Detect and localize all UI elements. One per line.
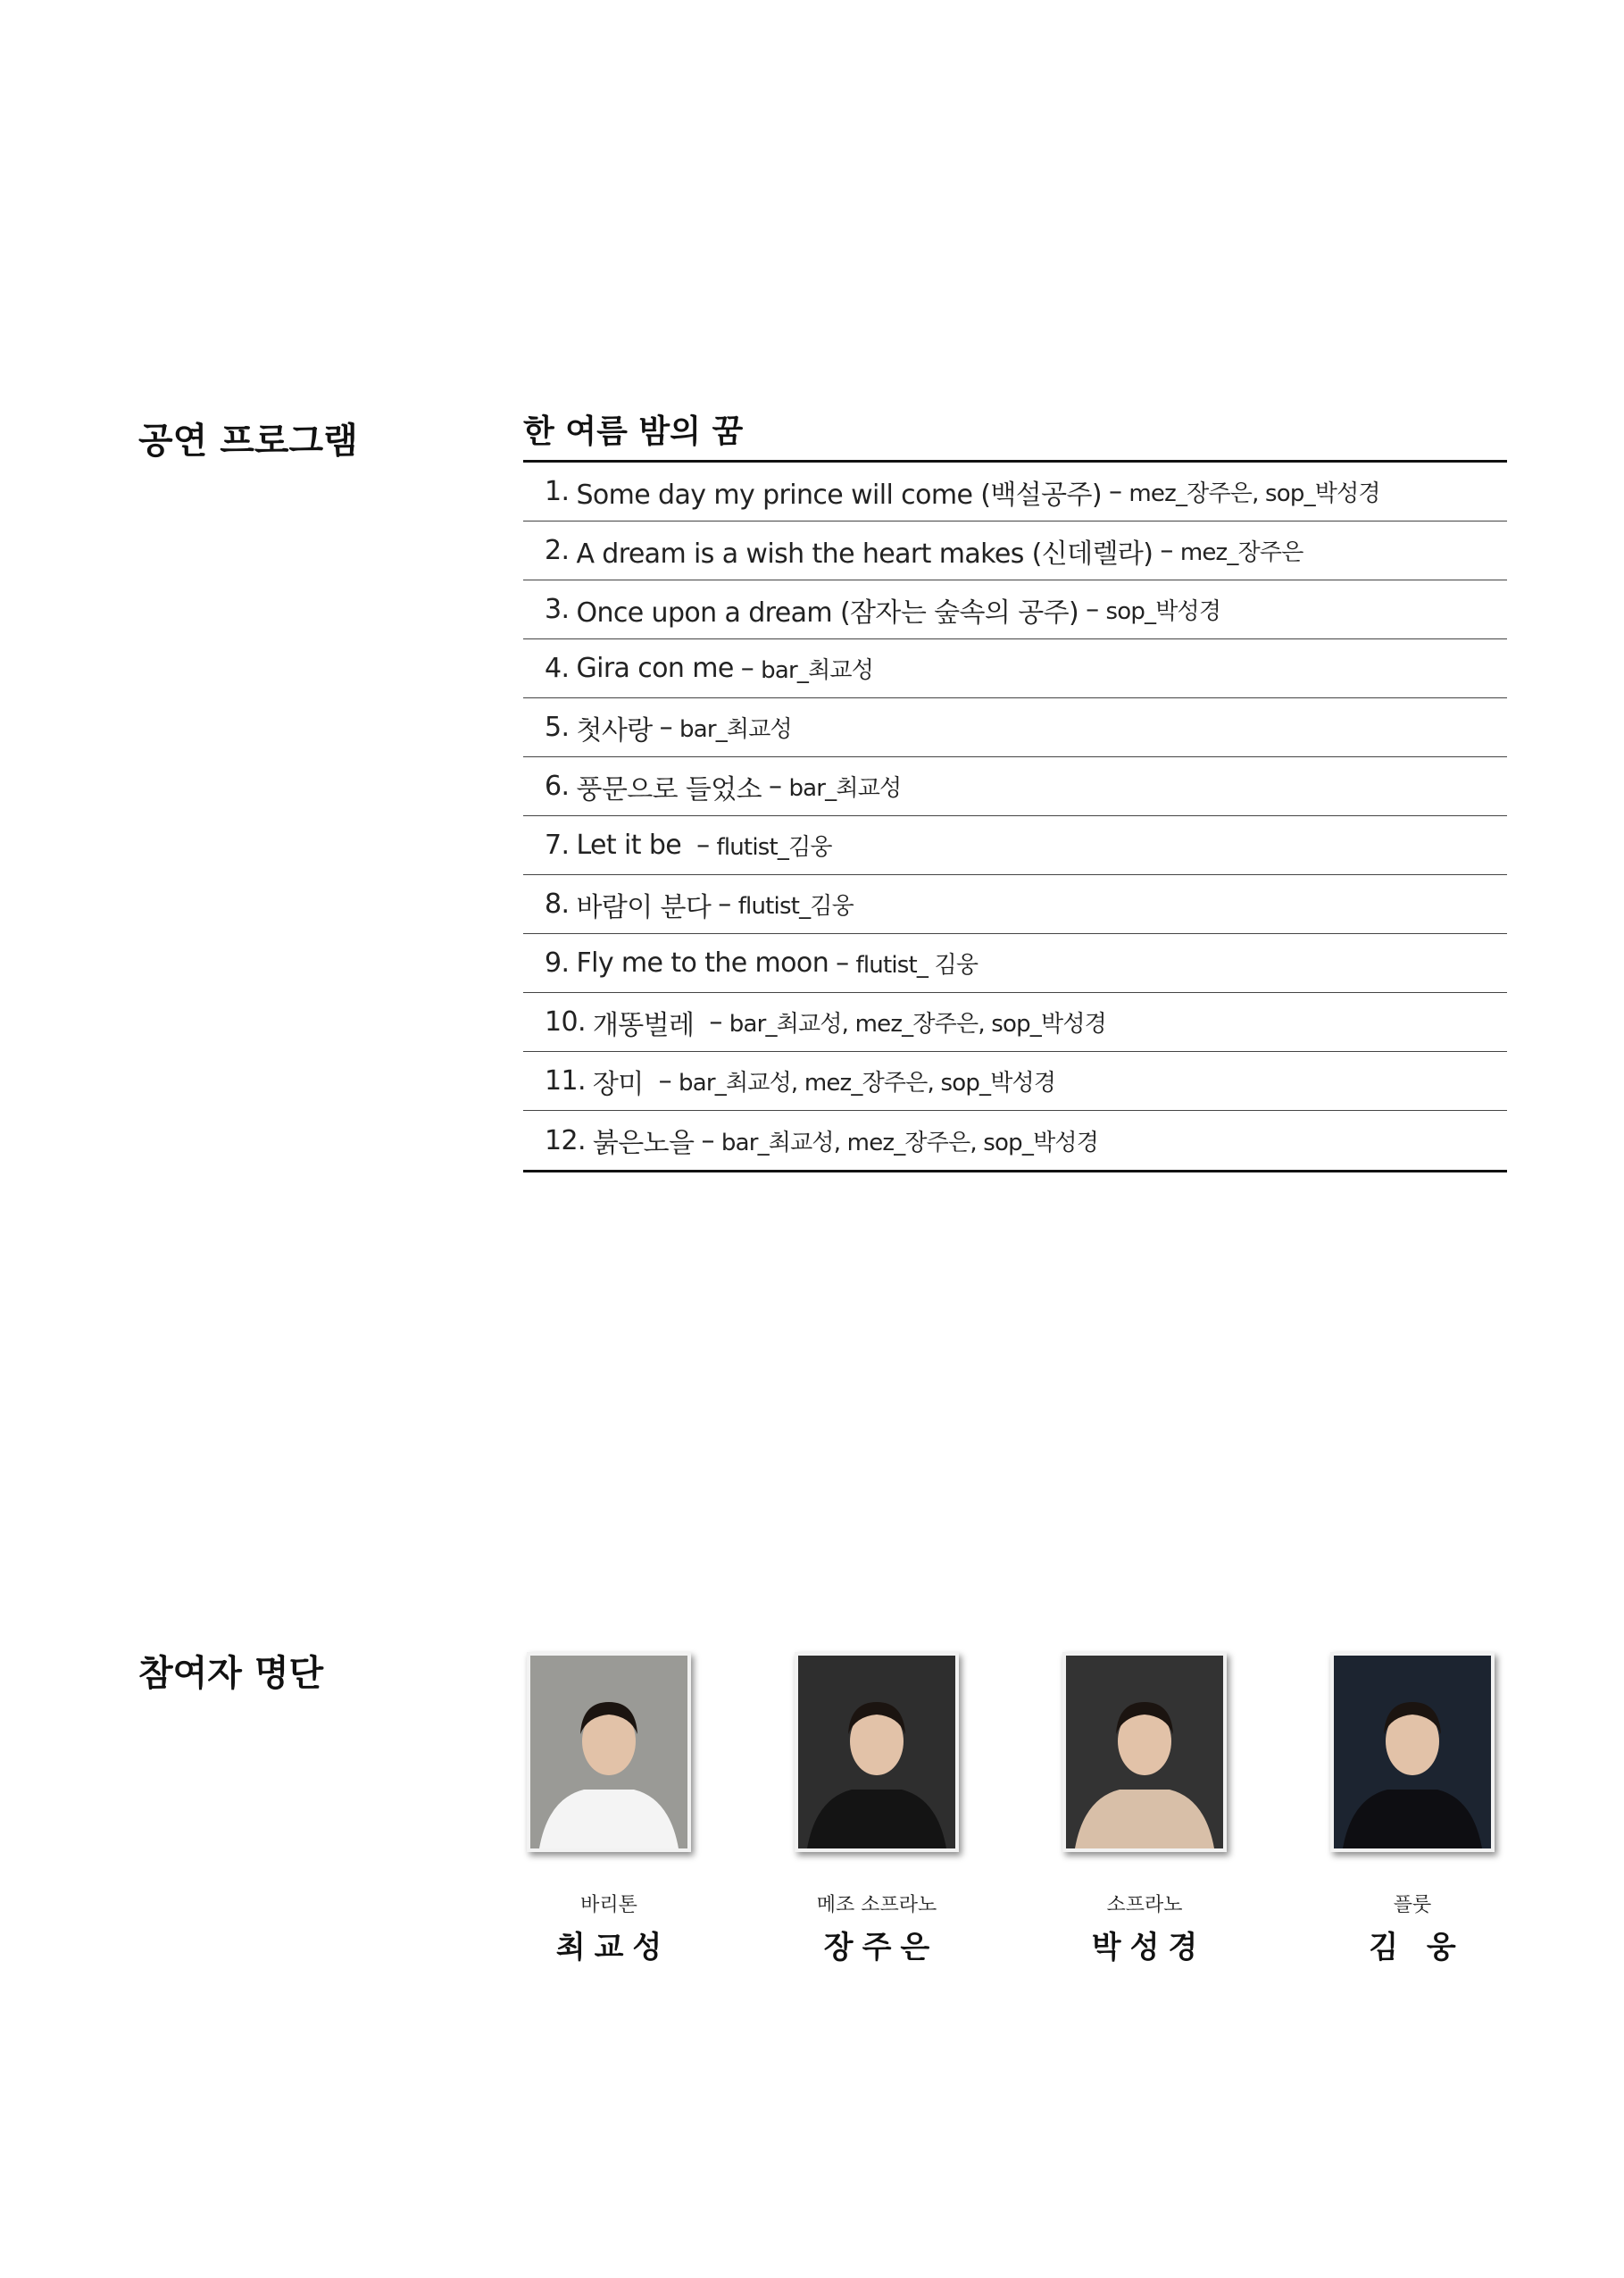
- program-row-title: 풍문으로 들었소: [576, 773, 762, 805]
- program-row-performers: flutist_김웅: [716, 834, 832, 861]
- portrait-icon: [530, 1656, 687, 1848]
- program-row-title: Gira con me: [576, 653, 734, 684]
- member-role: 바리톤: [580, 1894, 637, 1916]
- program-list: [523, 460, 1507, 1172]
- program-row-title: 장미: [592, 1068, 652, 1100]
- program-row: [523, 1052, 1507, 1111]
- program-row-title: 붉은노을: [592, 1128, 695, 1159]
- program-row-separator: –: [701, 1124, 714, 1156]
- portrait-icon: [1066, 1656, 1223, 1848]
- member-name: 최교성: [555, 1930, 671, 1965]
- program-row-number: 5.: [545, 712, 570, 743]
- program-row: [523, 463, 1507, 522]
- program-row: [523, 639, 1507, 698]
- program-row: [523, 580, 1507, 639]
- program-row-number: 6.: [545, 771, 570, 802]
- portrait-icon: [1334, 1656, 1491, 1848]
- program-row-title: 첫사랑: [576, 714, 653, 747]
- program-row-number: 9.: [545, 947, 570, 979]
- portrait-icon: [798, 1656, 955, 1848]
- program-row-separator: –: [696, 830, 710, 861]
- program-row-performers: bar_최교성, mez_장주은, sop_박성경: [679, 1070, 1056, 1097]
- member-photo: [1062, 1652, 1227, 1852]
- program-row-separator: –: [659, 712, 672, 743]
- program-row-number: 3.: [545, 594, 570, 625]
- program-row-title: Once upon a dream (잠자는 숲속의 공주): [576, 597, 1079, 629]
- program-row: [523, 816, 1507, 875]
- program-row-performers: mez_장주은, sop_박성경: [1128, 480, 1380, 507]
- program-row-separator: –: [769, 771, 782, 802]
- program-row-number: 12.: [545, 1124, 586, 1156]
- program-row-title: Fly me to the moon: [576, 947, 829, 979]
- program-row-title: 바람이 분다: [576, 891, 712, 923]
- member-card: [520, 1643, 698, 1966]
- member-card: [787, 1643, 966, 1966]
- program-row-number: 1.: [545, 476, 570, 507]
- program-row-separator: –: [1108, 476, 1122, 507]
- member-role: 메조 소프라노: [816, 1894, 937, 1916]
- program-row-number: 7.: [545, 830, 570, 861]
- program-row-title: 개똥벌레: [592, 1009, 703, 1041]
- member-name: 김 웅: [1369, 1930, 1465, 1965]
- program-row-title: A dream is a wish the heart makes (신데렐라): [576, 538, 1153, 570]
- program-row-performers: mez_장주은: [1179, 539, 1303, 566]
- program-row-performers: flutist_ 김웅: [855, 952, 979, 979]
- program-row-performers: bar_최교성: [679, 716, 792, 743]
- program-row-number: 8.: [545, 889, 570, 920]
- program-row-number: 11.: [545, 1065, 586, 1097]
- program-row-performers: flutist_김웅: [737, 893, 854, 920]
- member-name: 장주은: [823, 1930, 939, 1965]
- member-name: 박성경: [1091, 1930, 1207, 1965]
- program-row-performers: bar_최교성, mez_장주은, sop_박성경: [729, 1011, 1106, 1038]
- program-row: [523, 934, 1507, 993]
- program-row-performers: bar_최교성: [788, 775, 902, 802]
- member-role: 소프라노: [1106, 1894, 1183, 1916]
- program-row-performers: bar_최교성, mez_장주은, sop_박성경: [720, 1129, 1099, 1156]
- program-row: [523, 1111, 1507, 1170]
- member-card: [1055, 1643, 1234, 1966]
- program-section-heading: 공연 프로그램: [138, 421, 358, 462]
- program-row: [523, 875, 1507, 934]
- program-row: [523, 993, 1507, 1052]
- member-card: [1323, 1643, 1502, 1966]
- program-row: [523, 522, 1507, 580]
- program-row-separator: –: [1160, 535, 1173, 566]
- program-row-number: 4.: [545, 653, 570, 684]
- member-photo: [795, 1652, 959, 1852]
- member-photo: [527, 1652, 691, 1852]
- program-row-separator: –: [718, 889, 731, 920]
- program-row-separator: –: [658, 1065, 672, 1097]
- program-row-title: Let it be: [576, 830, 690, 861]
- members-section-heading: 참여자 명단: [138, 1653, 324, 1694]
- program-row: [523, 757, 1507, 816]
- member-role: 플룻: [1393, 1894, 1432, 1916]
- program-row-performers: bar_최교성: [761, 657, 874, 684]
- program-row-separator: –: [709, 1006, 722, 1038]
- program-row-separator: –: [1086, 594, 1099, 625]
- program-row-performers: sop_박성경: [1105, 598, 1221, 625]
- program-row-separator: –: [740, 653, 754, 684]
- program-row: [523, 698, 1507, 757]
- program-row-separator: –: [836, 947, 849, 979]
- program-row-number: 2.: [545, 535, 570, 566]
- program-title: 한 여름 밤의 꿈: [523, 413, 744, 450]
- member-list: [500, 1643, 1536, 1965]
- member-photo: [1330, 1652, 1495, 1852]
- program-row-number: 10.: [545, 1006, 586, 1038]
- program-row-title: Some day my prince will come (백설공주): [576, 479, 1102, 511]
